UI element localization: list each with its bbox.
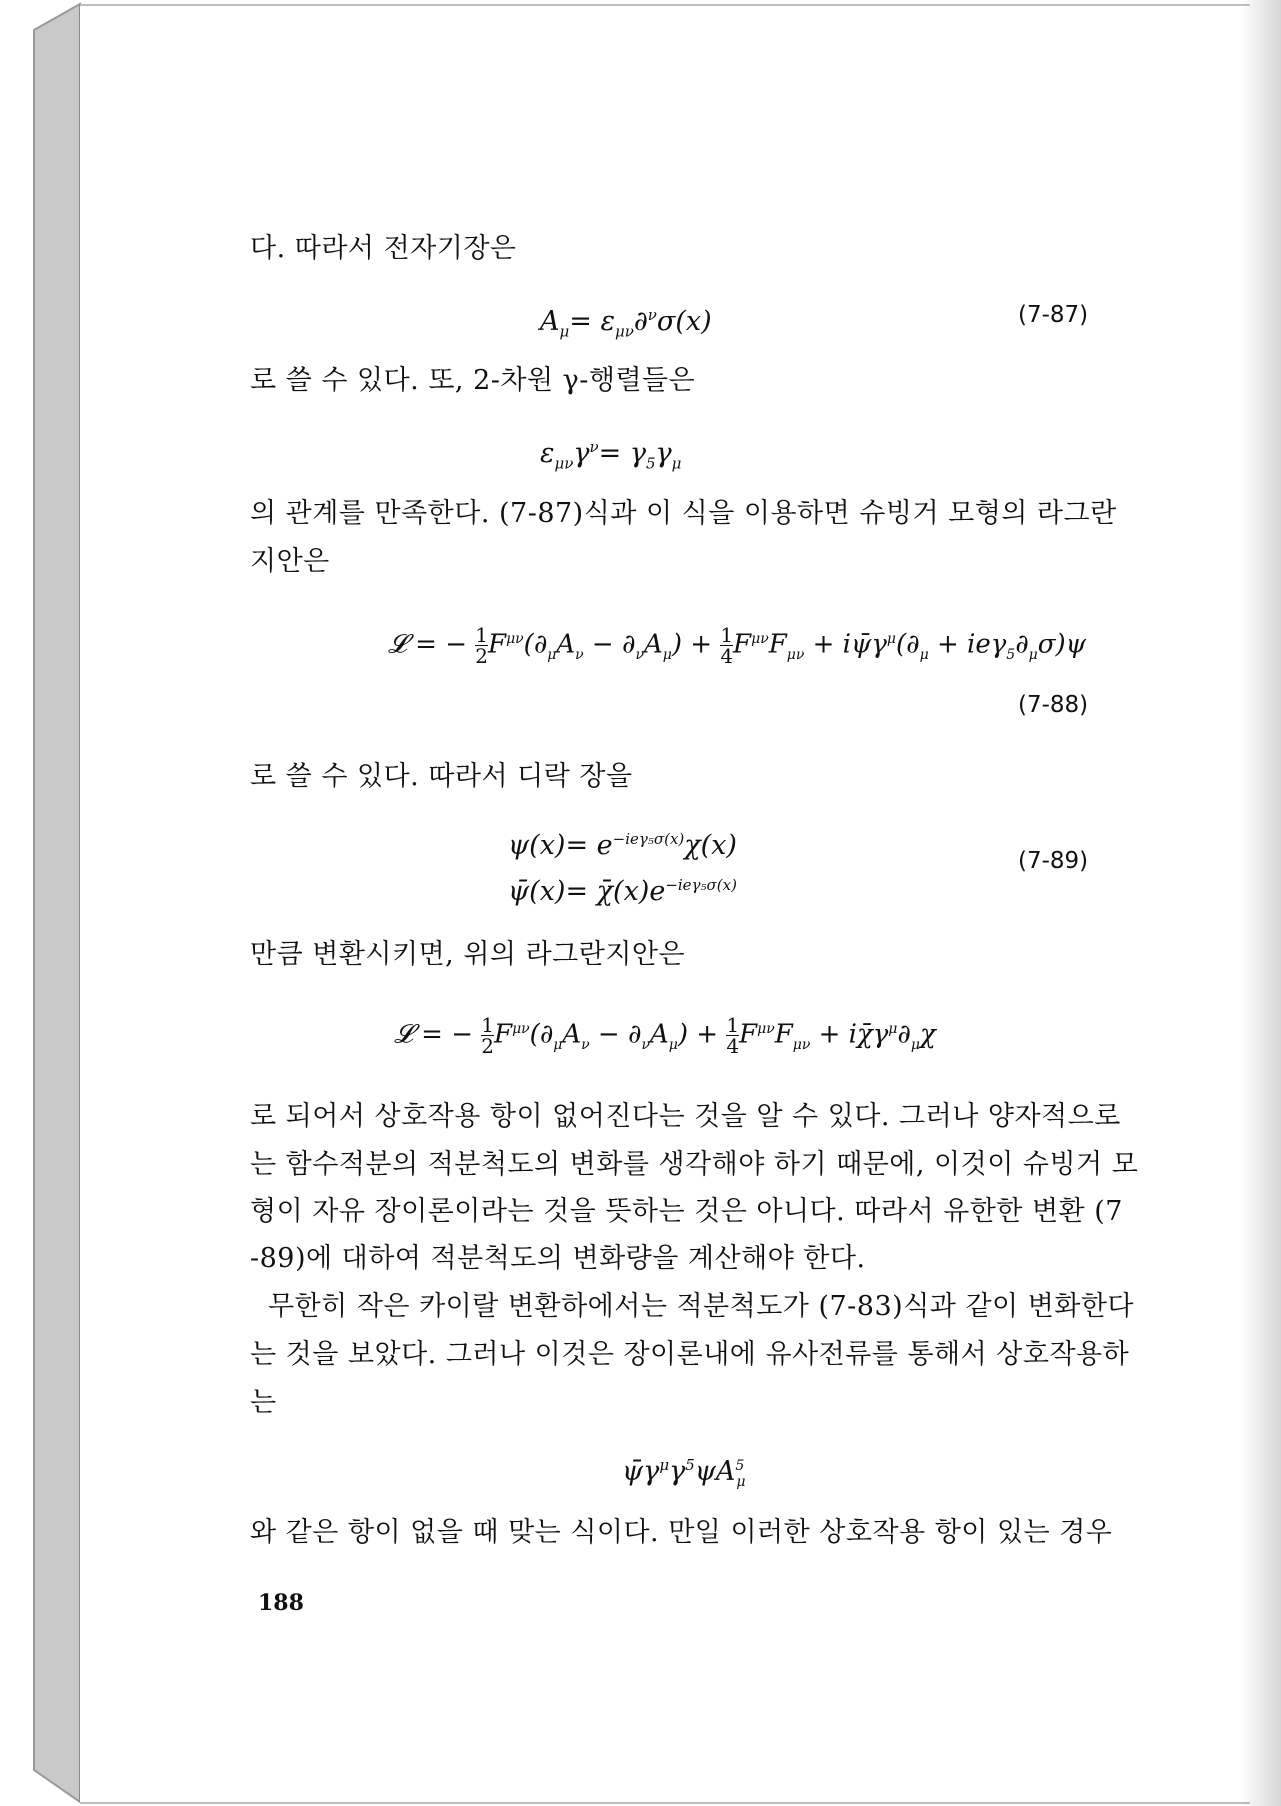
text-line-11: 무한히 작은 카이랄 변환하에서는 적분척도가 (7-83)식과 같이 변화한다 [268, 1291, 1135, 1322]
equation-axial-current-term: $\psī\gamma^\mu\gamma^5\psi A^5_\mu$ [622, 1456, 746, 1491]
text-line-1: 다. 따라서 전자기장은 [250, 233, 517, 264]
text-line-2: 로 쓸 수 있다. 또, 2-차원 γ-행렬들은 [250, 365, 696, 396]
equation-transformed-lagrangian: 𝓛 = − $\frac{1}{2}$ $F^{\mu\nu}(\partial_\mu A_\nu - \partial_\nu A_\mu)$ + $\frac{1}{4}$ $F^{\mu\nu}F_{\mu\nu}$ + $i\chī\gamma^\mu\partial_\mu\chi$ [394, 1013, 936, 1059]
equation-7-88: 𝓛 = − $\frac{1}{2}$ $F^{\mu\nu}(\partial_\mu A_\nu - \partial_\nu A_\mu)$ + $\frac{1}{4}$ $F^{\mu\nu}F_{\mu\nu}$ + $i\psī\gamma^\mu(\partial_\mu + ie\gamma_5\partial_\mu\sigma)\psi$ [388, 623, 1087, 669]
text-line-7: 로 되어서 상호작용 항이 없어진다는 것을 알 수 있다. 그러나 양자적으로 [250, 1101, 1121, 1132]
equation-number-7-89: (7-89) [1018, 848, 1089, 874]
text-line-9: 형이 자유 장이론이라는 것을 뜻하는 것은 아니다. 따라서 유한한 변환 (7 [250, 1196, 1123, 1227]
text-line-13: 는 [250, 1387, 277, 1418]
page-number: 188 [258, 1590, 304, 1616]
text-line-12: 는 것을 보았다. 그러나 이것은 장이론내에 유사전류를 통해서 상호작용하 [250, 1339, 1130, 1370]
text-line-10: -89)에 대하여 적분척도의 변화량을 계산해야 한다. [250, 1243, 866, 1274]
text-line-3: 의 관계를 만족한다. (7-87)식과 이 식을 이용하면 슈빙거 모형의 라그란 [250, 498, 1117, 529]
text-line-14: 와 같은 항이 없을 때 맞는 식이다. 만일 이러한 상호작용 항이 있는 경우 [250, 1517, 1113, 1548]
equation-7-87: $A_\mu= \varepsilon_{\mu\nu}\partial^\nu\sigma(x)$ [540, 306, 712, 341]
equation-number-7-87: (7-87) [1018, 302, 1089, 328]
text-line-6: 만큼 변환시키면, 위의 라그란지안은 [250, 939, 686, 970]
text-line-8: 는 함수적분의 적분척도의 변화를 생각해야 하기 때문에, 이것이 슈빙거 모 [250, 1149, 1139, 1180]
equation-7-89-line-2: ψ̄(x)= $\chī(x)e^{-ie\gamma_5\sigma(x)}$ [508, 876, 737, 907]
text-line-4: 지안은 [250, 546, 330, 577]
equation-7-89-line-1: $\psi(x)= e^{-ie\gamma_5\sigma(x)}\chi(x)$ [508, 830, 737, 861]
text-line-5: 로 쓸 수 있다. 따라서 디락 장을 [250, 761, 633, 792]
page-edge-shadow [1241, 0, 1281, 1806]
equation-gamma-relation: $\varepsilon_{\mu\nu}\gamma^\nu= \gamma_5\gamma_\mu$ [540, 438, 682, 473]
equation-number-7-88: (7-88) [1018, 692, 1089, 718]
